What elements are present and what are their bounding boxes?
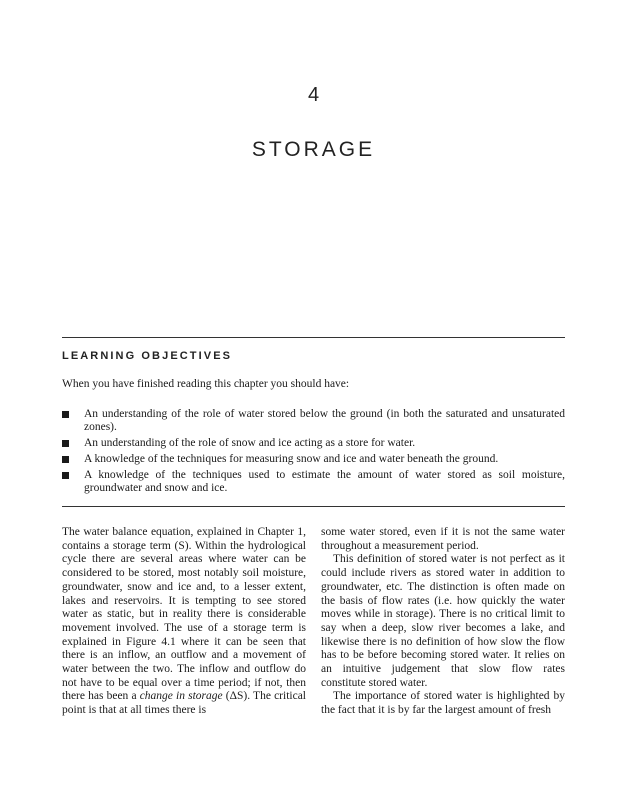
divider-bottom <box>62 506 565 507</box>
list-item <box>62 408 565 434</box>
body-paragraph: The water balance equation, explained in Chapter 1, contains a storage term (S). Within the hydrological cycle there are several areas where water can be considered to be stored, most notably soil moisture, groundwater, snow and ice and, to a lesser extent, lakes and reservoirs. It is tempting to see stored water as static, but in reality there is considerable movement involved. The use of a storage term is explained in Figure 4.1 where it can be seen that there is an inflow, an outflow and a movement of water between the two. The inflow and outflow do not have to be equal over a time period; if not, then there has been a change in storage (ΔS). The critical point is that at all times there is <box>62 526 307 717</box>
emphasis-term: change in storage <box>139 690 223 703</box>
learning-objectives-intro: When you have finished reading this chapter you should have: <box>62 378 350 390</box>
list-item-text: A knowledge of the techniques used to estimate the amount of water stored as soil moisture, groundwater and snow and ice. <box>84 469 565 494</box>
square-bullet-icon <box>62 456 69 463</box>
body-paragraph: some water stored, even if it is not the same water throughout a measurement period. <box>321 526 565 552</box>
square-bullet-icon <box>62 411 69 418</box>
list-item-text: A knowledge of the techniques for measuring snow and ice and water beneath the ground. <box>84 453 499 465</box>
body-column-left <box>62 526 306 718</box>
list-item-text: An understanding of the role of water stored below the ground (in both the saturated and unsaturated zones). <box>84 408 565 433</box>
list-item <box>62 469 565 495</box>
square-bullet-icon <box>62 472 69 479</box>
divider-top <box>62 337 565 338</box>
square-bullet-icon <box>62 440 69 447</box>
list-item-text: An understanding of the role of snow and ice acting as a store for water. <box>84 437 416 449</box>
list-item <box>62 453 565 466</box>
body-paragraph: The importance of stored water is highlighted by the fact that it is by far the largest amount of fresh <box>321 690 565 717</box>
body-column-right <box>321 526 565 718</box>
body-paragraph: This definition of stored water is not perfect as it could include rivers as stored water in addition to groundwater, etc. The distinction is often made on the basis of flow rates (i.e. how quickly the water moves while in storage). There is no critical limit to say when a deep, slow river becomes a lake, and likewise there is no definition of how slow the flow has to be before becoming stored water. It relies on an intuitive judgement that slow flow rates constitute stored water. <box>321 553 565 689</box>
chapter-title: STORAGE <box>251 138 376 161</box>
learning-objectives-list <box>62 408 565 498</box>
list-item <box>62 437 565 450</box>
chapter-number: 4 <box>307 84 320 106</box>
learning-objectives-heading: LEARNING OBJECTIVES <box>62 350 233 362</box>
